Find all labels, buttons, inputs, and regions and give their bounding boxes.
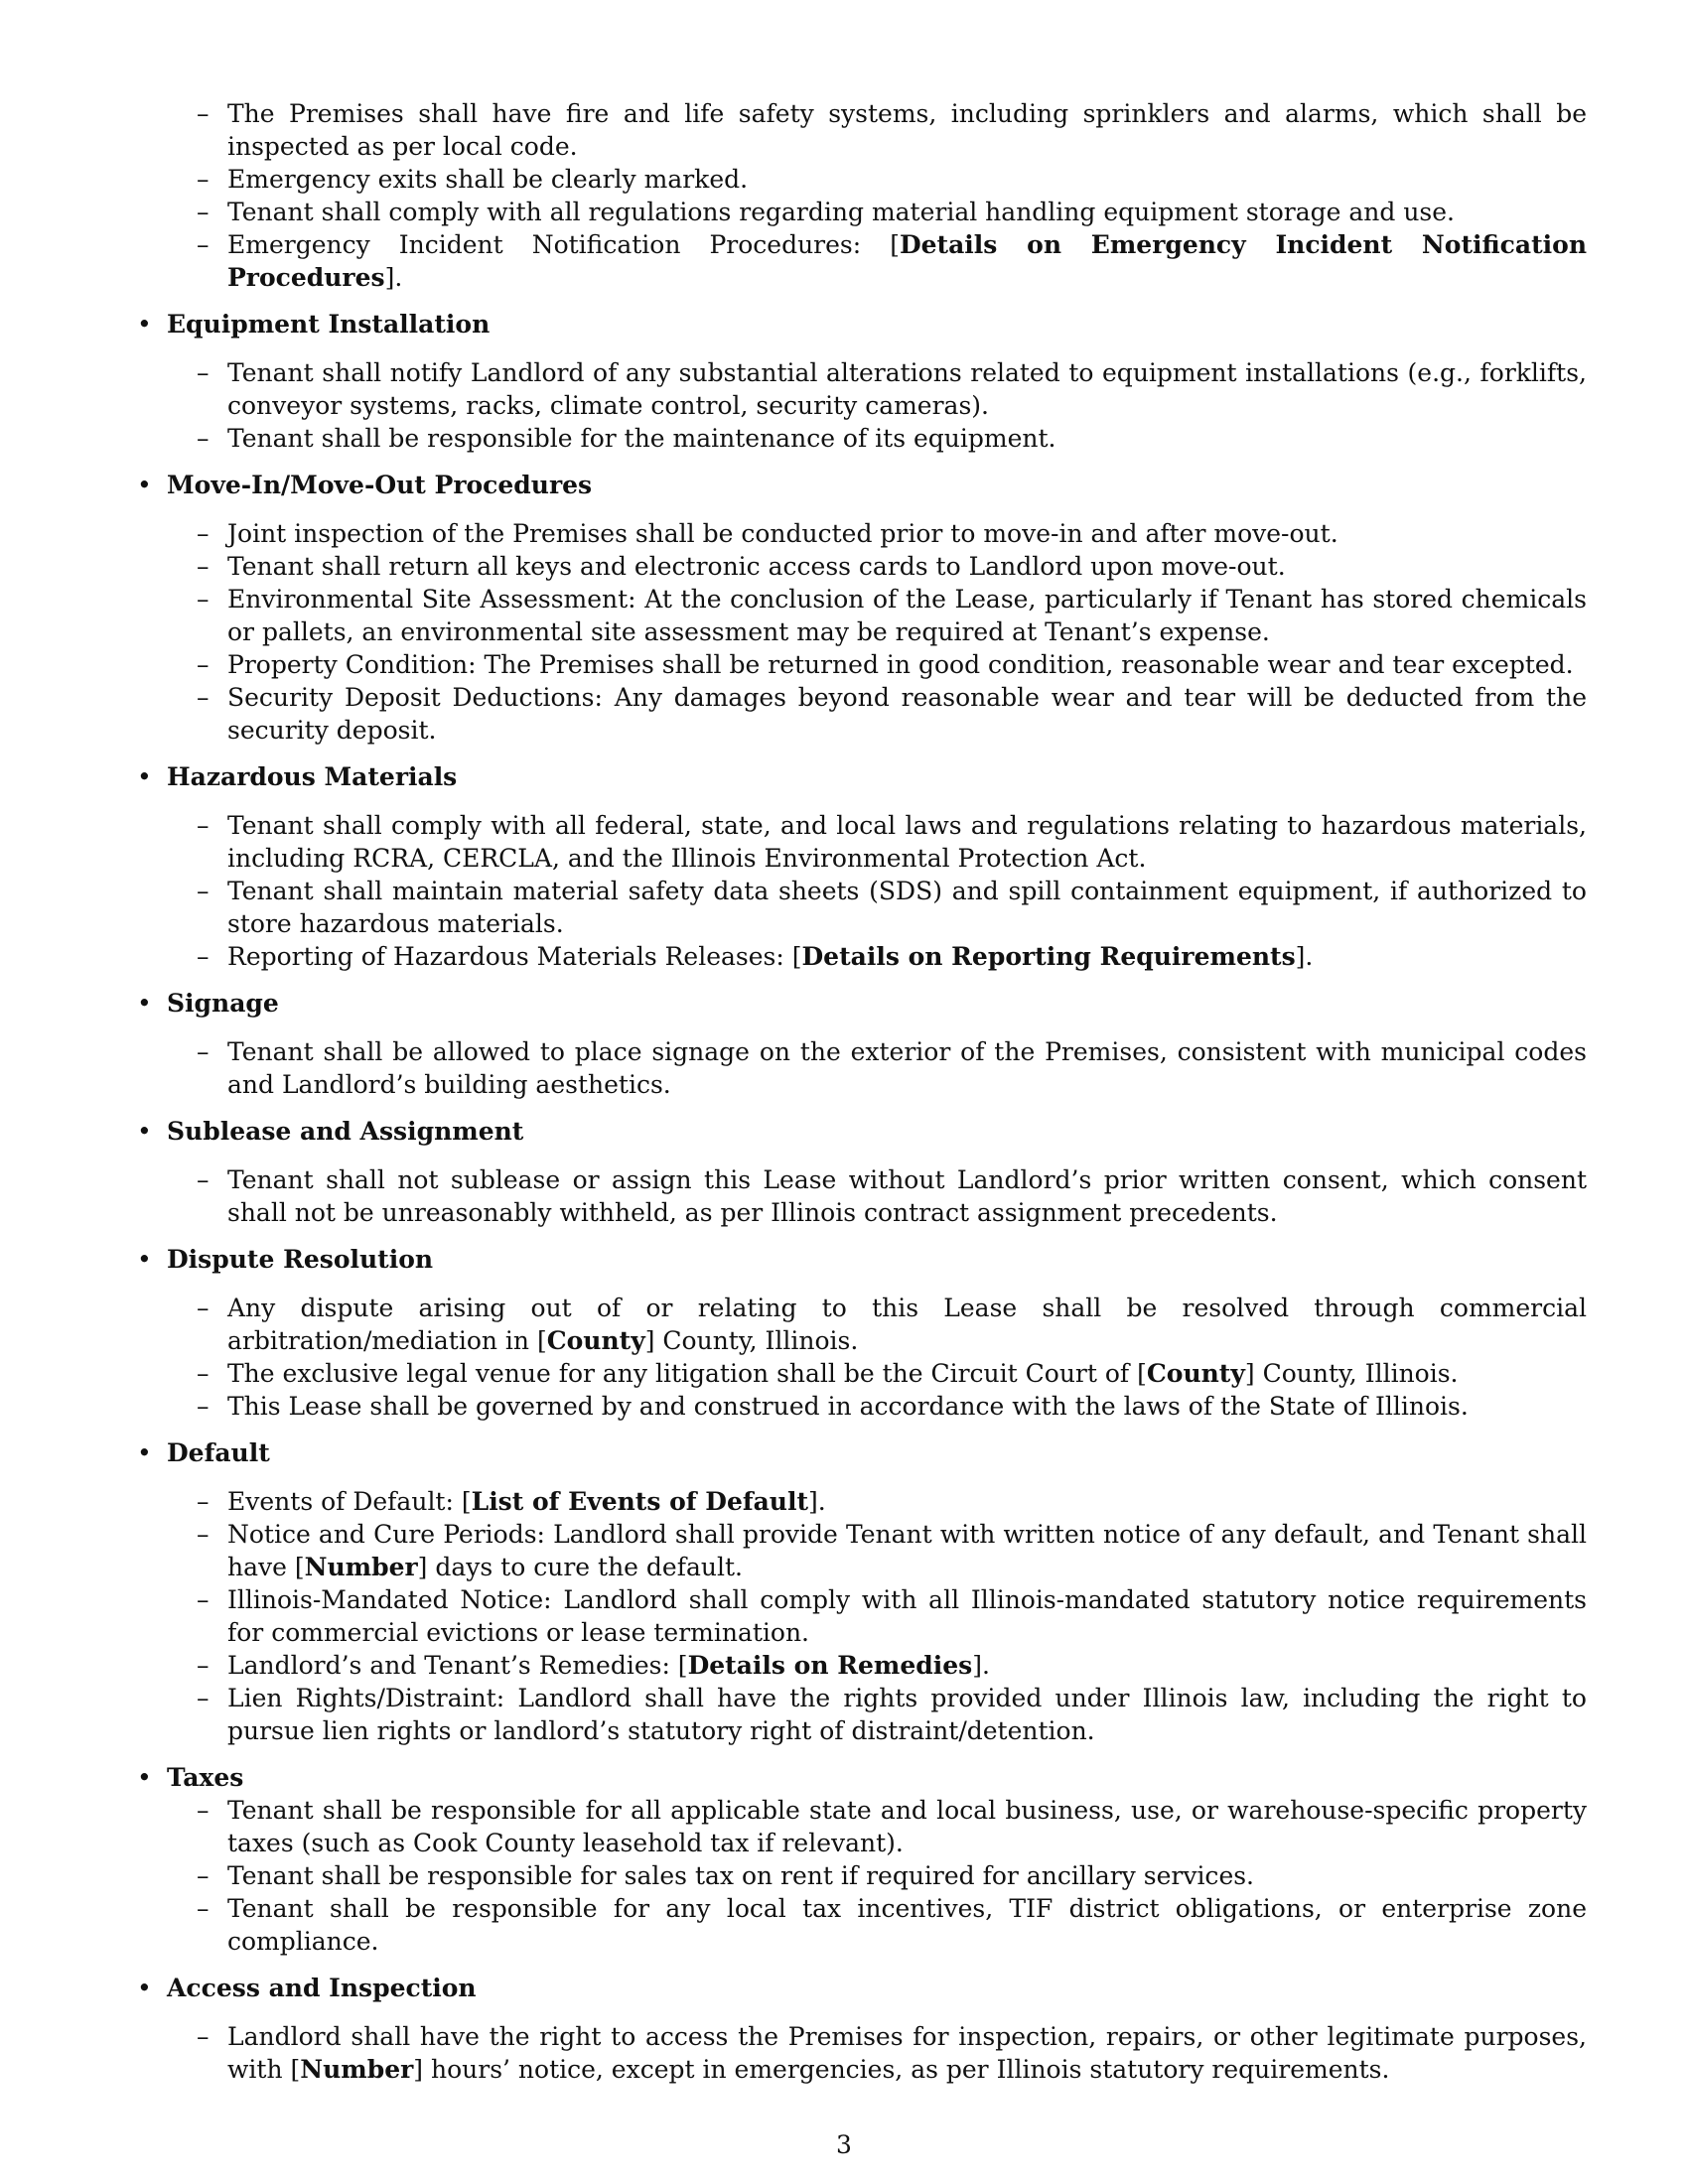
- section-heading: [137, 308, 1587, 341]
- continued-item-list: [137, 97, 1587, 294]
- dash-marker: –: [197, 1359, 210, 1388]
- list-item: – Tenant shall be responsible for any local tax incentives, TIF district obligations, or enterprise zone compliance.: [197, 1894, 1587, 1956]
- dash-marker: –: [197, 198, 210, 226]
- dash-marker: –: [197, 1651, 210, 1680]
- section-title: Move-In/Move-Out Procedures: [167, 471, 593, 499]
- placeholder-field: County: [1146, 1359, 1245, 1388]
- section-item-list: [137, 2020, 1587, 2086]
- list-item: – This Lease shall be governed by and construed in accordance with the laws of the State of Illinois.: [197, 1392, 1469, 1421]
- section-title: Dispute Resolution: [167, 1245, 434, 1274]
- section-item-list: [137, 356, 1587, 455]
- placeholder-field: Number: [304, 1553, 418, 1581]
- dash-marker: –: [197, 650, 210, 679]
- dash-marker: –: [197, 942, 210, 971]
- section-list: [137, 308, 1587, 2086]
- section-heading: [137, 1436, 1587, 1469]
- section: [137, 1761, 1587, 1958]
- dash-marker: –: [197, 1037, 210, 1066]
- section-heading: [137, 1243, 1587, 1276]
- dash-marker: –: [197, 1165, 210, 1194]
- section-title: Default: [167, 1438, 270, 1467]
- list-item: – Landlord shall have the right to access the Premises for inspection, repairs, or other legitimate purposes, with [Number] hours’ notice, except in emergencies, as per Illinois statutory requirements.: [197, 2022, 1587, 2084]
- placeholder-field: Details on Remedies: [687, 1651, 973, 1680]
- list-item: – Tenant shall not sublease or assign this Lease without Landlord’s prior written consent, which consent shall not be unreasonably withheld, as per Illinois contract assignment precedents.: [197, 1165, 1587, 1227]
- section: [137, 308, 1587, 455]
- list-item: – Tenant shall comply with all federal, state, and local laws and regulations relating to hazardous materials, including RCRA, CERCLA, and the Illinois Environmental Protection Act.: [197, 811, 1587, 873]
- section: [137, 1243, 1587, 1423]
- list-item: – Tenant shall return all keys and electronic access cards to Landlord upon move-out.: [197, 552, 1286, 581]
- section-item-list: [137, 1035, 1587, 1101]
- placeholder-field: Details on Reporting Requirements: [801, 942, 1296, 971]
- dash-marker: –: [197, 1487, 210, 1516]
- placeholder-field: Details on Emergency Incident Notification Procedures: [227, 230, 1588, 292]
- list-item: – Tenant shall be responsible for sales tax on rent if required for ancillary services.: [197, 1861, 1255, 1890]
- section-item-list: [137, 1163, 1587, 1229]
- dash-marker: –: [197, 2022, 210, 2051]
- section-title: Signage: [167, 989, 279, 1018]
- section-title: Equipment Installation: [167, 310, 491, 339]
- section-title: Hazardous Materials: [167, 762, 458, 791]
- bullet-marker: •: [137, 1245, 152, 1274]
- dash-marker: –: [197, 358, 210, 387]
- dash-marker: –: [197, 1861, 210, 1890]
- dash-marker: –: [197, 1796, 210, 1825]
- bullet-marker: •: [137, 762, 152, 791]
- section-item-list: [137, 1292, 1587, 1423]
- list-item: – Lien Rights/Distraint: Landlord shall have the rights provided under Illinois law, including the right to pursue lien rights or landlord’s statutory right of distraint/detention.: [197, 1684, 1587, 1745]
- bullet-marker: •: [137, 989, 152, 1018]
- list-item: – Notice and Cure Periods: Landlord shall provide Tenant with written notice of any default, and Tenant shall have [Number] days to cure the default.: [197, 1520, 1587, 1581]
- list-item: – Environmental Site Assessment: At the conclusion of the Lease, particularly if Tenant has stored chemicals or pallets, an environmental site assessment may be required at Tenant’s expense.: [197, 585, 1587, 646]
- section-item-list: [137, 517, 1587, 747]
- dash-marker: –: [197, 811, 210, 840]
- section: [137, 1436, 1587, 1747]
- list-item: – Illinois-Mandated Notice: Landlord shall comply with all Illinois-mandated statutory notice requirements for commercial evictions or lease termination.: [197, 1585, 1587, 1647]
- section-heading: [137, 469, 1587, 501]
- dash-marker: –: [197, 877, 210, 905]
- dash-marker: –: [197, 424, 210, 453]
- list-item: – The exclusive legal venue for any litigation shall be the Circuit Court of [County] County, Illinois.: [197, 1359, 1459, 1388]
- list-item: – Tenant shall be responsible for all applicable state and local business, use, or warehouse-specific property taxes (such as Cook County leasehold tax if relevant).: [197, 1796, 1587, 1857]
- section-heading: [137, 1972, 1587, 2004]
- dash-marker: –: [197, 99, 210, 128]
- dash-marker: –: [197, 1894, 210, 1923]
- dash-marker: –: [197, 1294, 210, 1322]
- dash-marker: –: [197, 552, 210, 581]
- list-item: – Emergency Incident Notification Procedures: [Details on Emergency Incident Notification Procedures].: [197, 230, 1588, 292]
- list-item: – Tenant shall be allowed to place signage on the exterior of the Premises, consistent with municipal codes and Landlord’s building aesthetics.: [197, 1037, 1587, 1099]
- bullet-marker: •: [137, 310, 152, 339]
- placeholder-field: County: [546, 1326, 645, 1355]
- dash-marker: –: [197, 230, 210, 259]
- page-content: [137, 97, 1587, 2100]
- dash-marker: –: [197, 519, 210, 548]
- list-item: – Tenant shall maintain material safety data sheets (SDS) and spill containment equipment, if authorized to store hazardous materials.: [197, 877, 1587, 938]
- section-heading: [137, 1761, 1587, 1794]
- dash-marker: –: [197, 165, 210, 194]
- section-title: Taxes: [167, 1763, 244, 1792]
- bullet-marker: •: [137, 1763, 152, 1792]
- section: [137, 987, 1587, 1101]
- dash-marker: –: [197, 1684, 210, 1712]
- dash-marker: –: [197, 1585, 210, 1614]
- bullet-marker: •: [137, 1438, 152, 1467]
- list-item: – Tenant shall notify Landlord of any substantial alterations related to equipment installations (e.g., forklifts, conveyor systems, racks, climate control, security cameras).: [197, 358, 1587, 420]
- list-item: – The Premises shall have fire and life safety systems, including sprinklers and alarms, which shall be inspected as per local code.: [197, 99, 1587, 161]
- page-number: 3: [836, 2130, 852, 2159]
- section: [137, 760, 1587, 973]
- list-item: – Tenant shall be responsible for the maintenance of its equipment.: [197, 424, 1056, 453]
- dash-marker: –: [197, 1520, 210, 1549]
- placeholder-field: Number: [300, 2055, 414, 2084]
- section-heading: [137, 1115, 1587, 1148]
- section: [137, 1115, 1587, 1229]
- section-item-list: [137, 809, 1587, 973]
- section: [137, 1972, 1587, 2086]
- placeholder-field: List of Events of Default: [471, 1487, 809, 1516]
- list-item: – Security Deposit Deductions: Any damages beyond reasonable wear and tear will be deducted from the security deposit.: [197, 683, 1587, 745]
- section-heading: [137, 987, 1587, 1020]
- bullet-marker: •: [137, 1974, 152, 2002]
- list-item: – Landlord’s and Tenant’s Remedies: [Details on Remedies].: [197, 1651, 990, 1680]
- dash-marker: –: [197, 585, 210, 614]
- bullet-marker: •: [137, 471, 152, 499]
- list-item: – Events of Default: [List of Events of Default].: [197, 1487, 826, 1516]
- section: [137, 469, 1587, 747]
- dash-marker: –: [197, 1392, 210, 1421]
- bullet-marker: •: [137, 1117, 152, 1146]
- section-item-list: [137, 1485, 1587, 1747]
- section-item-list: [137, 1794, 1587, 1958]
- list-item: – Joint inspection of the Premises shall be conducted prior to move-in and after move-out.: [197, 519, 1338, 548]
- section-title: Sublease and Assignment: [167, 1117, 524, 1146]
- list-item: – Reporting of Hazardous Materials Releases: [Details on Reporting Requirements].: [197, 942, 1314, 971]
- list-item: – Any dispute arising out of or relating to this Lease shall be resolved through commercial arbitration/mediation in [County] County, Illinois.: [197, 1294, 1587, 1355]
- list-item: – Property Condition: The Premises shall be returned in good condition, reasonable wear and tear excepted.: [197, 650, 1574, 679]
- section-heading: [137, 760, 1587, 793]
- list-item: – Tenant shall comply with all regulations regarding material handling equipment storage and use.: [197, 198, 1455, 226]
- dash-marker: –: [197, 683, 210, 712]
- section-title: Access and Inspection: [167, 1974, 477, 2002]
- list-item: – Emergency exits shall be clearly marked.: [197, 165, 749, 194]
